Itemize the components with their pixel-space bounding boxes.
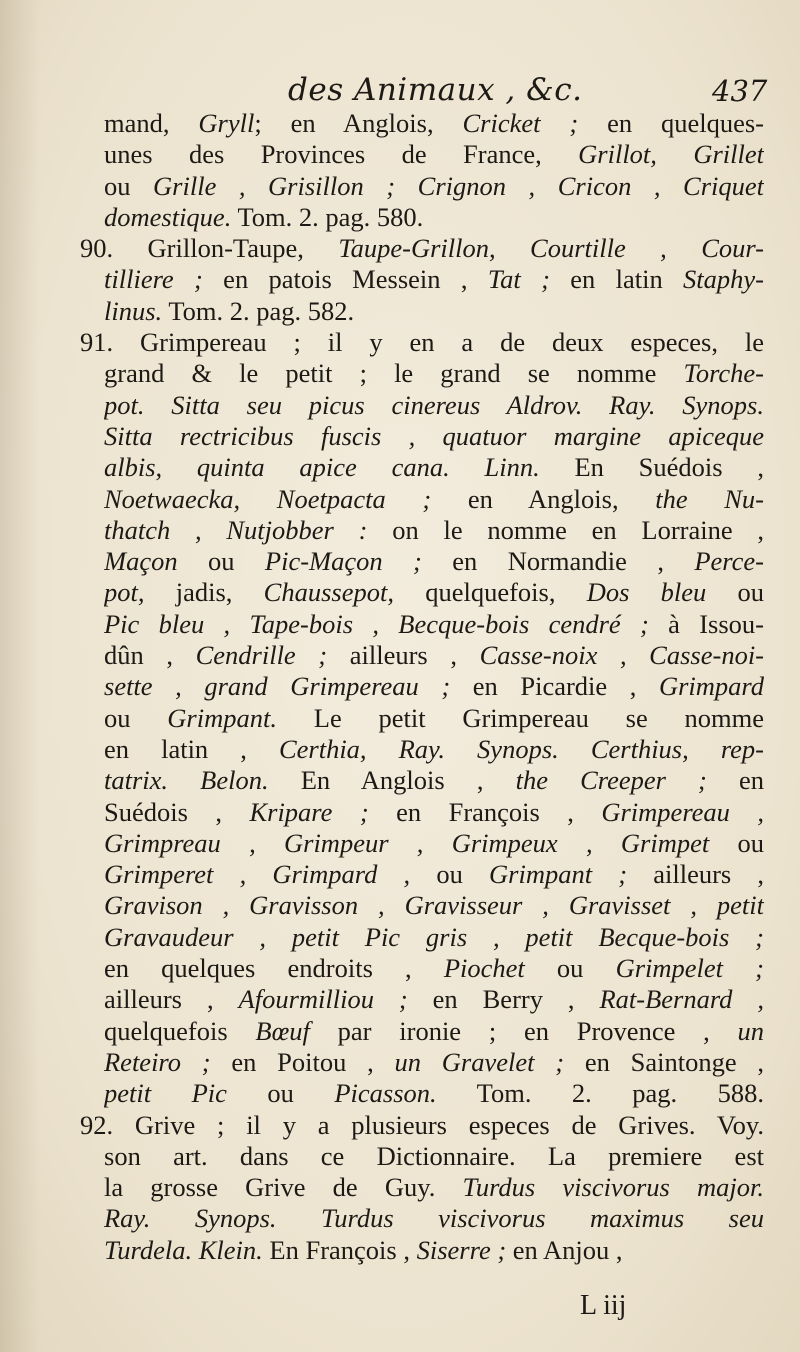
text-line — [80, 233, 764, 264]
italic-text-run: Sitta rectricibus fuscis , quatuor margine apiceque — [104, 420, 764, 451]
text-run: on le nomme en Lorraine , — [367, 514, 764, 545]
text-line — [104, 421, 764, 452]
text-line — [104, 1141, 764, 1172]
text-run: mand, — [104, 108, 199, 138]
text-run: ou — [177, 546, 265, 577]
text-line — [104, 671, 764, 702]
text-line — [104, 609, 764, 640]
text-line — [104, 515, 764, 546]
page-gutter-shadow — [0, 0, 40, 1352]
text-line — [104, 859, 764, 890]
text-run: ou — [104, 170, 154, 201]
page-header — [0, 72, 800, 112]
text-line — [104, 984, 764, 1015]
text-run: ou — [104, 702, 168, 733]
text-line — [104, 1172, 764, 1203]
text-line — [104, 108, 764, 139]
italic-text-run: Pic-Maçon ; — [264, 546, 422, 577]
text-line — [104, 828, 764, 859]
page-number: 437 — [712, 74, 768, 108]
text-run: ailleurs , — [104, 984, 239, 1015]
italic-text-run: tilliere ; — [104, 264, 203, 295]
text-run: en Poitou , — [210, 1046, 395, 1077]
italic-text-run: Grimpelet ; — [615, 953, 764, 984]
italic-text-run: Dos bleu — [586, 577, 707, 608]
italic-text-run: Certhia, Ray. Synops. Certhius, rep- — [278, 733, 764, 764]
italic-text-run: domestique. — [104, 201, 232, 232]
italic-text-run: sette , grand Grimpereau ; — [104, 671, 451, 702]
page-body-text — [80, 108, 764, 1266]
text-run: à Issou- — [648, 608, 764, 639]
text-run: en Anglois, — [431, 483, 656, 514]
italic-text-run: Perce- — [694, 546, 764, 577]
text-run: en patois Messein , — [202, 264, 488, 295]
text-run: Le petit Grimpereau se nomme — [276, 702, 764, 733]
text-run: ailleurs , — [627, 859, 764, 890]
text-line — [104, 1047, 764, 1078]
italic-text-run: un — [737, 1015, 764, 1046]
italic-text-run: Kripare ; — [249, 796, 369, 827]
italic-text-run: linus. — [104, 295, 163, 326]
text-line — [104, 953, 764, 984]
italic-text-run: Maçon — [104, 546, 178, 577]
text-run: en Normandie , — [421, 546, 695, 577]
text-run: unes des Provinces de France, — [104, 139, 579, 170]
text-line — [104, 202, 764, 233]
text-line — [104, 390, 764, 421]
italic-text-run: Noetwaecka, Noetpacta ; — [104, 483, 432, 514]
text-line — [104, 1235, 764, 1266]
text-line — [104, 1078, 764, 1109]
italic-text-run: Chaussepot, — [263, 577, 394, 608]
italic-text-run: pot. Sitta seu picus cinereus Aldrov. Ray. Synops. — [104, 389, 764, 420]
italic-text-run: albis, quinta apice cana. Linn. — [104, 452, 540, 483]
text-run: en quelques- — [578, 108, 764, 138]
italic-text-run: Pic bleu , Tape-bois , Becque-bois cendré ; — [104, 608, 649, 639]
italic-text-run: Reteiro ; — [104, 1046, 211, 1077]
text-line — [104, 703, 764, 734]
italic-text-run: Cendrille ; — [195, 640, 328, 671]
italic-text-run: Gravaudeur , petit Pic gris , petit Becque-bois ; — [104, 921, 764, 952]
text-run: ou — [410, 859, 490, 890]
italic-text-run: petit Pic — [104, 1078, 227, 1109]
text-run: ou — [709, 827, 764, 858]
text-run: ailleurs , — [327, 640, 480, 671]
running-head: des Animaux , &c. — [288, 72, 583, 108]
italic-text-run: Piochet — [443, 953, 525, 984]
text-run: quelquefois, — [393, 577, 587, 608]
text-line — [104, 264, 764, 295]
text-run: son art. dans ce Dictionnaire. La premiere est — [104, 1140, 764, 1171]
text-run: Tom. 2. pag. 580. — [231, 201, 424, 232]
italic-text-run: Grimperet , Grimpard , — [104, 859, 411, 890]
text-run: Tom. 2. pag. 588. — [436, 1078, 764, 1109]
text-run: 90. Grillon-Taupe, — [80, 233, 339, 264]
italic-text-run: Taupe-Grillon, Courtille , Cour- — [338, 233, 764, 264]
italic-text-run: the Nu- — [655, 483, 764, 514]
text-run: En Suédois , — [539, 452, 764, 483]
text-run: en — [706, 765, 764, 796]
italic-text-run: Turdela. Klein. — [104, 1234, 263, 1265]
italic-text-run: un Gravelet ; — [394, 1046, 565, 1077]
text-line — [104, 1016, 764, 1047]
text-run: ou — [706, 577, 764, 608]
text-run: ou — [226, 1078, 335, 1109]
italic-text-run: thatch , Nutjobber : — [104, 514, 368, 545]
text-run: en latin , — [104, 733, 279, 764]
text-run: grand & le petit ; le grand se nomme — [104, 358, 684, 389]
signature-mark: L iij — [580, 1290, 627, 1321]
italic-text-run: the Creeper ; — [515, 765, 707, 796]
text-run: Tom. 2. pag. 582. — [162, 295, 355, 326]
italic-text-run: Grimpreau , Grimpeur , Grimpeux , Grimpet — [104, 827, 710, 858]
italic-text-run: Rat-Bernard , — [599, 984, 764, 1015]
italic-text-run: Torche- — [683, 358, 764, 389]
text-run: en quelques endroits , — [104, 953, 444, 984]
italic-text-run: Bœuf — [255, 1015, 310, 1046]
text-line — [104, 1203, 764, 1234]
italic-text-run: Picasson. — [334, 1078, 437, 1109]
text-run: 92. Grive ; il y a plusieurs especes de Grives. Voy. — [80, 1109, 764, 1140]
text-line — [104, 640, 764, 671]
italic-text-run: Grille , Grisillon ; Crignon , Cricon , Criquet — [153, 170, 764, 201]
text-run: en Picardie , — [450, 671, 659, 702]
text-line — [104, 890, 764, 921]
text-line — [104, 797, 764, 828]
italic-text-run: Afourmilliou ; — [238, 984, 408, 1015]
text-line — [104, 296, 764, 327]
text-line — [104, 577, 764, 608]
italic-text-run: pot, — [104, 577, 145, 608]
text-run: En Anglois , — [268, 765, 516, 796]
italic-text-run: Tat ; — [487, 264, 550, 295]
italic-text-run: Grimpereau , — [601, 796, 764, 827]
text-run: Suédois , — [104, 796, 250, 827]
italic-text-run: Turdus viscivorus major. — [462, 1172, 764, 1203]
text-line — [104, 484, 764, 515]
italic-text-run: Grimpard — [658, 671, 764, 702]
italic-text-run: Grillot, Grillet — [578, 139, 764, 170]
italic-text-run: Staphy- — [683, 264, 764, 295]
italic-text-run: tatrix. Belon. — [104, 765, 269, 796]
italic-text-run: Grimpant ; — [489, 859, 628, 890]
text-run: 91. Grimpereau ; il y en a de deux especes, le — [80, 327, 764, 358]
text-run: en Berry , — [407, 984, 600, 1015]
text-line — [104, 139, 764, 170]
text-run: en Anjou , — [506, 1234, 623, 1265]
text-line — [104, 358, 764, 389]
italic-text-run: Gryll — [198, 108, 255, 138]
text-run: quelquefois — [104, 1015, 256, 1046]
text-line — [104, 922, 764, 953]
italic-text-run: Cricket ; — [462, 108, 579, 138]
text-line — [104, 546, 764, 577]
italic-text-run: Ray. Synops. Turdus viscivorus maximus seu — [104, 1203, 764, 1234]
text-run: par ironie ; en Provence , — [309, 1015, 738, 1046]
italic-text-run: Gravison , Gravisson , Gravisseur , Gravisset , petit — [104, 890, 764, 921]
text-run: dûn , — [104, 640, 196, 671]
text-run: en François , — [368, 796, 602, 827]
text-line — [104, 765, 764, 796]
italic-text-run: Siserre ; — [416, 1234, 507, 1265]
text-line — [80, 327, 764, 358]
italic-text-run: Grimpant. — [167, 702, 277, 733]
text-run: jadis, — [144, 577, 264, 608]
text-line — [104, 452, 764, 483]
text-run: en latin — [549, 264, 684, 295]
text-line — [104, 171, 764, 202]
text-run: ; en Anglois, — [254, 108, 463, 138]
text-line — [104, 734, 764, 765]
text-run: en Saintonge , — [564, 1046, 764, 1077]
text-run: ou — [524, 953, 616, 984]
text-run: la grosse Grive de Guy. — [104, 1172, 463, 1203]
text-line — [80, 1110, 764, 1141]
italic-text-run: Casse-noix , Casse-noi- — [479, 640, 764, 671]
text-run: En François , — [262, 1234, 417, 1265]
